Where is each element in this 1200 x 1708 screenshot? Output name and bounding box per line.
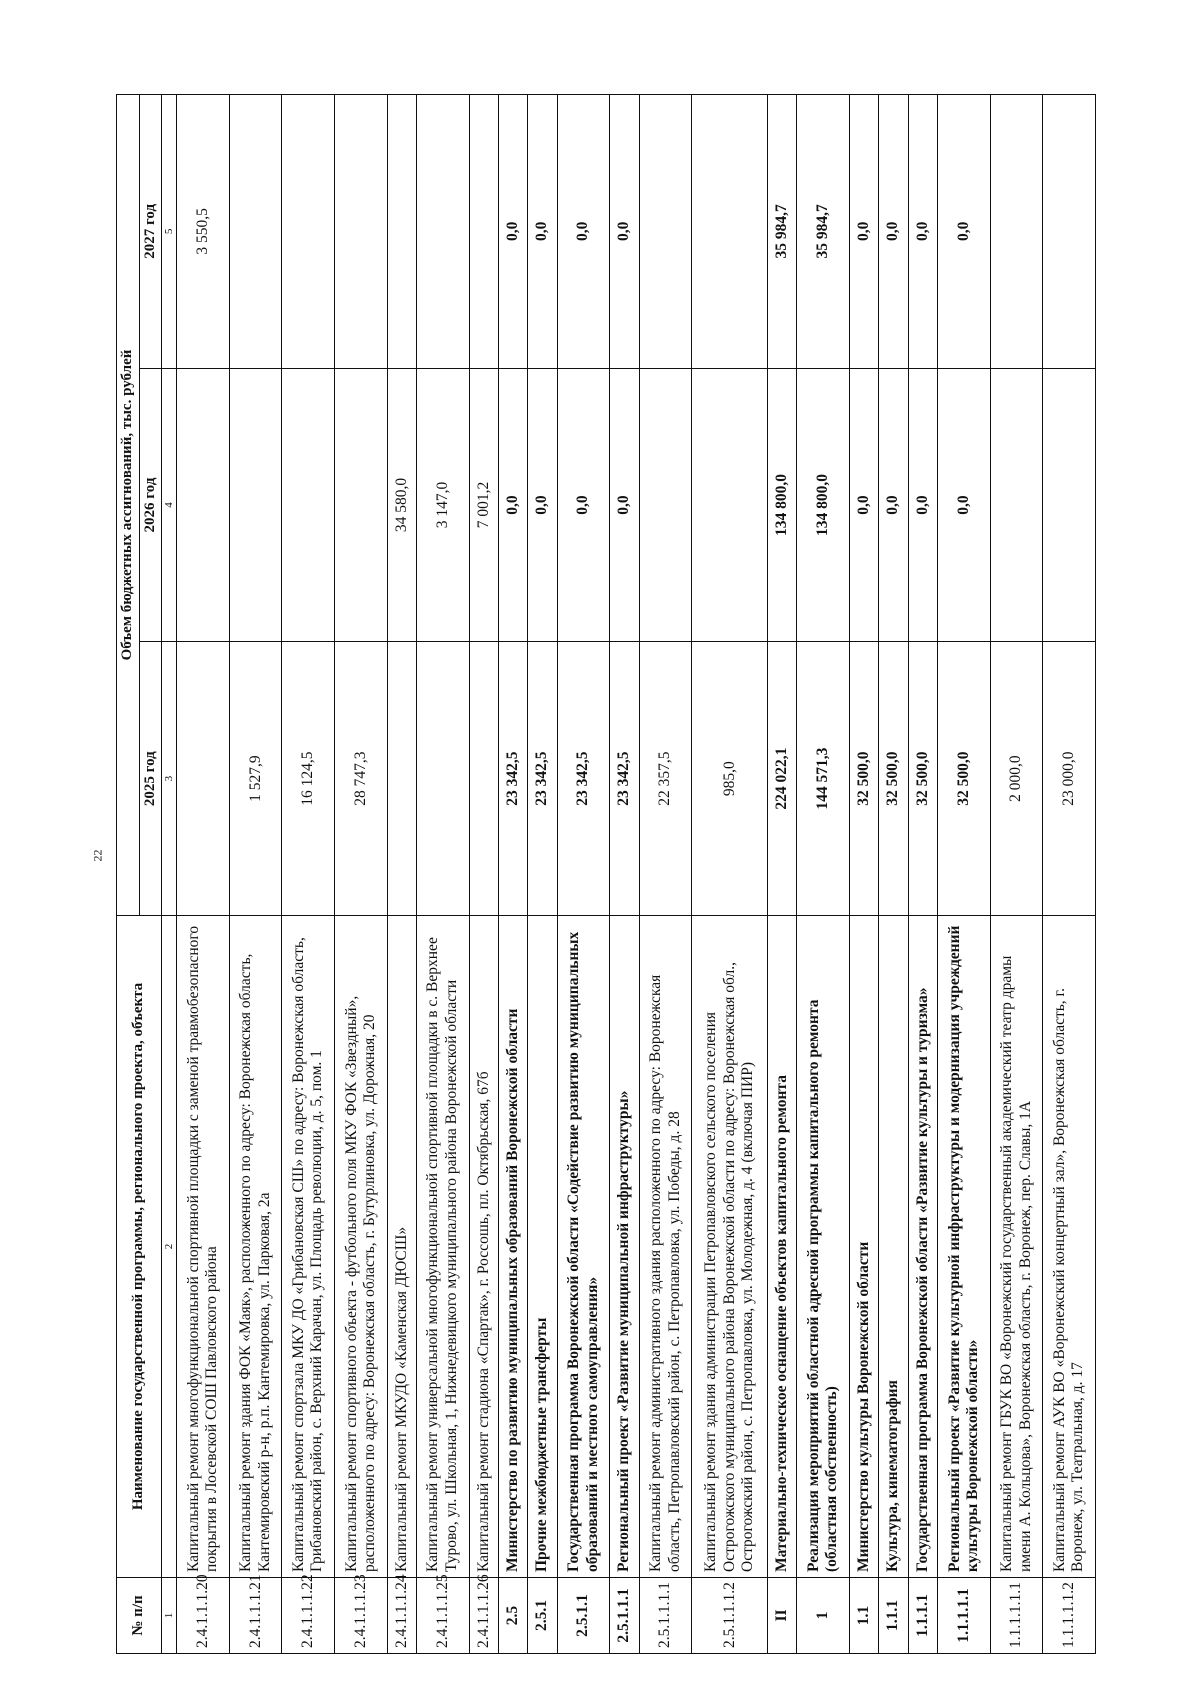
table-row — [938, 95, 991, 1654]
value-2027-cell — [416, 95, 469, 369]
table-row — [1043, 95, 1096, 1654]
header-name: Наименование государственной программы, регионального проекта, объекта — [117, 916, 162, 1578]
value-2027-cell: 0,0 — [528, 95, 557, 369]
value-2025-cell: 23 342,5 — [528, 642, 557, 916]
value-2027-cell: 0,0 — [879, 95, 908, 369]
row-number-cell: 1.1.1.1.1 — [938, 1578, 991, 1654]
row-name-cell: Капитальный ремонт многофункциональной спортивной площадки с заменой травмобезопасного покрытия в Лосевской СОШ Павловского района — [177, 916, 230, 1578]
value-2026-cell — [990, 368, 1043, 642]
value-2025-cell: 16 124,5 — [282, 642, 335, 916]
table-row — [387, 95, 416, 1654]
value-2027-cell: 35 984,7 — [767, 95, 796, 369]
table-row — [469, 95, 498, 1654]
row-number-cell: 1.1.1.1.1.2 — [1043, 1578, 1096, 1654]
value-2026-cell: 0,0 — [849, 368, 878, 642]
table-row — [498, 95, 527, 1654]
row-name-cell: Министерство по развитию муниципальных образований Воронежской области — [498, 916, 527, 1578]
row-number-cell: II — [767, 1578, 796, 1654]
value-2025-cell — [387, 642, 416, 916]
table-row — [416, 95, 469, 1654]
table-row — [908, 95, 937, 1654]
value-2026-cell — [335, 368, 388, 642]
row-name-cell: Капитальный ремонт универсальной многофункциональной спортивной площадки в с. Верхнее Турово, ул. Школьная, 1, Нижнедевицкого муниципального района Воронежской области — [416, 916, 469, 1578]
row-number-cell: 2.4.1.1.1.23 — [335, 1578, 388, 1654]
row-name-cell: Региональный проект «Развитие муниципальной инфраструктуры» — [610, 916, 639, 1578]
value-2025-cell: 144 571,3 — [797, 642, 850, 916]
value-2027-cell — [469, 95, 498, 369]
table-row — [767, 95, 796, 1654]
value-2026-cell: 0,0 — [557, 368, 610, 642]
value-2026-cell: 3 147,0 — [416, 368, 469, 642]
value-2027-cell: 0,0 — [557, 95, 610, 369]
row-number-cell: 1.1.1 — [879, 1578, 908, 1654]
value-2026-cell — [177, 368, 230, 642]
value-2027-cell — [692, 95, 768, 369]
row-number-cell: 2.4.1.1.1.21 — [229, 1578, 282, 1654]
row-name-cell: Капитальный ремонт ГБУК ВО «Воронежский государственный академический театр драмы имени А. Кольцова», Воронежская область, г. Воронеж, пер. Славы, 1А — [990, 916, 1043, 1578]
value-2025-cell: 23 342,5 — [610, 642, 639, 916]
value-2025-cell: 985,0 — [692, 642, 768, 916]
table-row — [639, 95, 692, 1654]
row-name-cell: Капитальный ремонт спортзала МКУ ДО «Грибановская СШ» по адресу: Воронежская область, Грибановский район, с. Верхний Карачан, ул. Площадь революции, д. 5, пом. 1 — [282, 916, 335, 1578]
row-number-cell: 2.5.1 — [528, 1578, 557, 1654]
table-row — [282, 95, 335, 1654]
value-2027-cell — [335, 95, 388, 369]
value-2025-cell: 23 000,0 — [1043, 642, 1096, 916]
row-name-cell: Государственная программа Воронежской области «Развитие культуры и туризма» — [908, 916, 937, 1578]
budget-table — [116, 94, 1096, 1654]
row-name-cell: Прочие межбюджетные трансферты — [528, 916, 557, 1578]
value-2026-cell — [282, 368, 335, 642]
value-2027-cell — [387, 95, 416, 369]
row-number-cell: 2.4.1.1.1.25 — [416, 1578, 469, 1654]
value-2026-cell: 0,0 — [879, 368, 908, 642]
row-number-cell: 2.5.1.1.1.1 — [639, 1578, 692, 1654]
value-2027-cell: 0,0 — [938, 95, 991, 369]
index-cell: 2 — [162, 916, 177, 1578]
value-2027-cell — [639, 95, 692, 369]
page-number: 22 — [90, 849, 105, 862]
row-number-cell: 1.1.1.1.1.1 — [990, 1578, 1043, 1654]
value-2027-cell: 0,0 — [908, 95, 937, 369]
row-number-cell: 2.5.1.1.1 — [610, 1578, 639, 1654]
value-2026-cell: 34 580,0 — [387, 368, 416, 642]
value-2027-cell — [990, 95, 1043, 369]
value-2026-cell: 0,0 — [908, 368, 937, 642]
table-row — [177, 95, 230, 1654]
index-cell: 3 — [162, 642, 177, 916]
header-num: № п/п — [117, 1578, 162, 1654]
value-2027-cell: 35 984,7 — [797, 95, 850, 369]
index-cell: 1 — [162, 1578, 177, 1654]
row-number-cell: 2.5.1.1 — [557, 1578, 610, 1654]
row-name-cell: Государственная программа Воронежской области «Содействие развитию муниципальных образований и местного самоуправления» — [557, 916, 610, 1578]
value-2027-cell: 3 550,5 — [177, 95, 230, 369]
row-name-cell: Реализация мероприятий областной адресной программы капитального ремонта (областная собственность) — [797, 916, 850, 1578]
row-name-cell: Культура, кинематография — [879, 916, 908, 1578]
value-2025-cell: 32 500,0 — [908, 642, 937, 916]
row-number-cell: 2.4.1.1.1.22 — [282, 1578, 335, 1654]
header-year-2025: 2025 год — [139, 642, 162, 916]
budget-table-sheet — [116, 94, 1096, 1654]
value-2026-cell: 134 800,0 — [767, 368, 796, 642]
row-number-cell: 2.4.1.1.1.24 — [387, 1578, 416, 1654]
index-cell: 5 — [162, 95, 177, 369]
table-body — [177, 95, 1096, 1654]
row-number-cell: 2.4.1.1.1.20 — [177, 1578, 230, 1654]
value-2026-cell: 0,0 — [498, 368, 527, 642]
row-name-cell: Капитальный ремонт АУК ВО «Воронежский концертный зал», Воронежская область, г. Воронеж, ул. Театральная, д. 17 — [1043, 916, 1096, 1578]
header-volume: Объем бюджетных ассигнований, тыс. рублей — [117, 95, 140, 916]
row-name-cell: Капитальный ремонт спортивного объекта - футбольного поля МКУ ФОК «Звездный», расположенного по адресу: Воронежская область, г. Бутурлиновка, ул. Дорожная, 20 — [335, 916, 388, 1578]
value-2026-cell — [639, 368, 692, 642]
header-year-2026: 2026 год — [139, 368, 162, 642]
table-row — [335, 95, 388, 1654]
value-2026-cell: 134 800,0 — [797, 368, 850, 642]
table-row — [692, 95, 768, 1654]
row-number-cell: 2.5 — [498, 1578, 527, 1654]
row-name-cell: Материально-техническое оснащение объектов капитального ремонта — [767, 916, 796, 1578]
value-2025-cell: 23 342,5 — [557, 642, 610, 916]
table-row — [557, 95, 610, 1654]
value-2025-cell: 1 527,9 — [229, 642, 282, 916]
value-2025-cell: 22 357,5 — [639, 642, 692, 916]
value-2026-cell: 0,0 — [610, 368, 639, 642]
table-row — [528, 95, 557, 1654]
header-year-2027: 2027 год — [139, 95, 162, 369]
row-name-cell: Региональный проект «Развитие культурной инфраструктуры и модернизация учреждений культуры Воронежской области» — [938, 916, 991, 1578]
table-row — [610, 95, 639, 1654]
row-name-cell: Капитальный ремонт МКУДО «Каменская ДЮСШ» — [387, 916, 416, 1578]
row-name-cell: Капитальный ремонт административного здания расположенного по адресу: Воронежская область, Петропавловский район, с. Петропавловка, ул. Победы, д. 28 — [639, 916, 692, 1578]
row-number-cell: 2.4.1.1.1.26 — [469, 1578, 498, 1654]
value-2027-cell: 0,0 — [498, 95, 527, 369]
row-name-cell: Министерство культуры Воронежской области — [849, 916, 878, 1578]
row-number-cell: 1.1 — [849, 1578, 878, 1654]
row-number-cell: 1.1.1.1 — [908, 1578, 937, 1654]
table-row — [849, 95, 878, 1654]
value-2026-cell: 7 001,2 — [469, 368, 498, 642]
row-name-cell: Капитальный ремонт здания администрации Петропавловского сельского поселения Острогожского муниципального района Воронежской области по адресу: Воронежская обл., Острогожский район, с. Петропавловка, ул. Молодежная, д. 4 (включая ПИР) — [692, 916, 768, 1578]
value-2027-cell — [1043, 95, 1096, 369]
value-2025-cell — [177, 642, 230, 916]
row-name-cell: Капитальный ремонт стадиона «Спартак», г. Россошь, пл. Октябрьская, 67б — [469, 916, 498, 1578]
value-2027-cell: 0,0 — [610, 95, 639, 369]
value-2025-cell — [416, 642, 469, 916]
index-cell: 4 — [162, 368, 177, 642]
value-2025-cell — [469, 642, 498, 916]
value-2027-cell: 0,0 — [849, 95, 878, 369]
value-2025-cell: 2 000,0 — [990, 642, 1043, 916]
value-2027-cell — [282, 95, 335, 369]
value-2025-cell: 224 022,1 — [767, 642, 796, 916]
value-2025-cell: 32 500,0 — [849, 642, 878, 916]
value-2026-cell — [229, 368, 282, 642]
value-2026-cell — [692, 368, 768, 642]
value-2025-cell: 32 500,0 — [938, 642, 991, 916]
row-number-cell: 1 — [797, 1578, 850, 1654]
value-2025-cell: 28 747,3 — [335, 642, 388, 916]
value-2025-cell: 32 500,0 — [879, 642, 908, 916]
value-2025-cell: 23 342,5 — [498, 642, 527, 916]
value-2027-cell — [229, 95, 282, 369]
row-number-cell: 2.5.1.1.1.2 — [692, 1578, 768, 1654]
row-name-cell: Капитальный ремонт здания ФОК «Маяк», расположенного по адресу: Воронежская область, Кантемировский р-н, р.п. Кантемировка, ул. Парковая, 2а — [229, 916, 282, 1578]
value-2026-cell: 0,0 — [938, 368, 991, 642]
table-row — [229, 95, 282, 1654]
table-row — [990, 95, 1043, 1654]
value-2026-cell — [1043, 368, 1096, 642]
table-row — [879, 95, 908, 1654]
value-2026-cell: 0,0 — [528, 368, 557, 642]
table-row — [797, 95, 850, 1654]
